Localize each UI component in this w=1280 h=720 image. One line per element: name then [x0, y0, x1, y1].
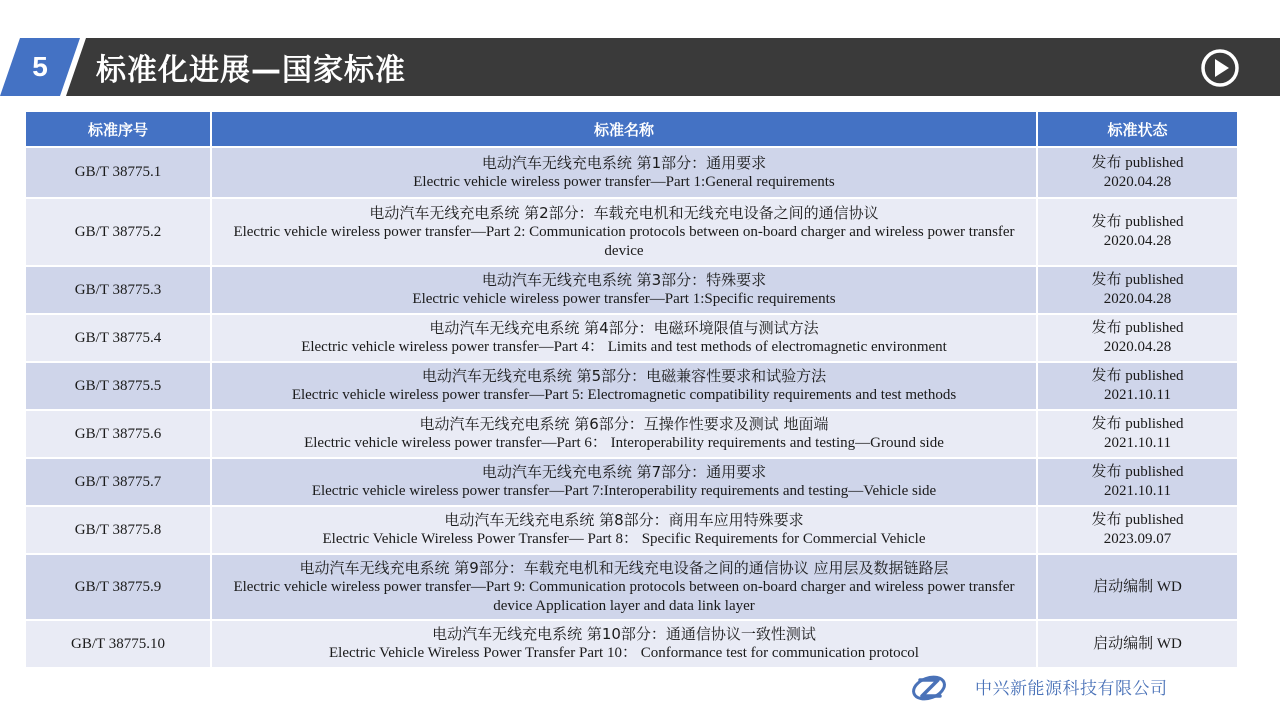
status-label: 发布 published [1091, 154, 1184, 171]
standard-status [1038, 621, 1237, 667]
standard-name-en: Electric vehicle wireless power transfer—Part 1:General requirements [413, 173, 835, 190]
standards-table-container [26, 110, 1241, 669]
status-date: 2020.04.28 [1103, 173, 1172, 190]
standard-name [212, 199, 1036, 265]
standard-name [212, 411, 1036, 457]
standard-name-en: Electric vehicle wireless power transfer—Part 5: Electromagnetic compatibility requirements and test methods [291, 387, 957, 403]
table-row [26, 199, 1237, 265]
status-date: 2021.10.11 [1104, 435, 1171, 451]
standard-status [1038, 507, 1237, 553]
standard-status [1038, 411, 1237, 457]
status-date: 2021.10.11 [1104, 387, 1171, 403]
standard-name-zh: 电动汽车无线充电系统 第10部分：通通信协议一致性测试 [432, 625, 816, 643]
standard-name [212, 363, 1036, 409]
standard-id: GB/T 38775.7 [26, 459, 210, 505]
standard-name [212, 621, 1036, 667]
status-date: 2021.10.11 [1104, 483, 1171, 499]
standard-status [1038, 267, 1237, 313]
status-date: 2020.04.28 [1103, 233, 1172, 249]
company-name: 中兴新能源科技有限公司 [975, 679, 1168, 699]
status-label: 启动编制 WD [1093, 635, 1182, 652]
table-row [26, 315, 1237, 361]
standard-name [212, 267, 1036, 313]
standard-name-zh: 电动汽车无线充电系统 第9部分：车载充电机和无线充电设备之间的通信协议 应用层及数据链路层 [299, 558, 949, 577]
standard-name-zh: 电动汽车无线充电系统 第3部分：特殊要求 [481, 271, 767, 289]
standard-id: GB/T 38775.4 [26, 315, 210, 361]
standard-name [212, 459, 1036, 505]
standard-name-zh: 电动汽车无线充电系统 第4部分：电磁环境限值与测试方法 [429, 319, 819, 337]
standard-status [1038, 363, 1237, 409]
status-label: 发布 published [1091, 416, 1184, 432]
standard-name-zh: 电动汽车无线充电系统 第5部分：电磁兼容性要求和试验方法 [421, 367, 827, 385]
standard-status [1038, 148, 1237, 197]
standard-status [1038, 459, 1237, 505]
standard-status [1038, 315, 1237, 361]
standard-name-en: Electric vehicle wireless power transfer—Part 9: Communication protocols between on-board charger and wireless power transfer device Application layer and data link layer [233, 578, 1015, 614]
status-date: 2020.04.28 [1103, 339, 1172, 355]
standard-name [212, 507, 1036, 553]
column-header-status: 标准状态 [1038, 112, 1237, 146]
standard-id: GB/T 38775.3 [26, 267, 210, 313]
standard-name-en: Electric Vehicle Wireless Power Transfer Part 10： Conformance test for communication protocol [329, 645, 919, 661]
column-header-name: 标准名称 [212, 112, 1036, 146]
table-row [26, 621, 1237, 667]
table-row [26, 148, 1237, 197]
standard-id: GB/T 38775.9 [26, 555, 210, 619]
status-label: 发布 published [1091, 320, 1184, 336]
standard-name [212, 315, 1036, 361]
standard-id: GB/T 38775.1 [26, 148, 210, 197]
status-label: 发布 published [1091, 272, 1184, 288]
table-row [26, 411, 1237, 457]
standard-id: GB/T 38775.10 [26, 621, 210, 667]
standard-status [1038, 555, 1237, 619]
table-row [26, 459, 1237, 505]
standard-name [212, 148, 1036, 197]
table-row [26, 507, 1237, 553]
standard-id: GB/T 38775.5 [26, 363, 210, 409]
standard-name-zh: 电动汽车无线充电系统 第6部分：互操作性要求及测试 地面端 [419, 415, 829, 433]
status-label: 发布 published [1091, 368, 1184, 384]
table-row [26, 363, 1237, 409]
standard-name [212, 555, 1036, 619]
standard-name-en: Electric vehicle wireless power transfer—Part 4： Limits and test methods of electromagnetic environment [301, 339, 947, 355]
standards-table [24, 110, 1239, 669]
status-label: 发布 published [1091, 214, 1184, 230]
standard-id: GB/T 38775.6 [26, 411, 210, 457]
standard-name-en: Electric vehicle wireless power transfer—Part 1:Specific requirements [412, 291, 836, 307]
standard-name-en: Electric vehicle wireless power transfer—Part 2: Communication protocols between on-board charger and wireless power transfer device [233, 223, 1015, 259]
standard-name-zh: 电动汽车无线充电系统 第7部分：通用要求 [481, 463, 767, 481]
status-label: 发布 published [1091, 512, 1184, 528]
column-header-id: 标准序号 [26, 112, 210, 146]
section-number: 5 [32, 51, 48, 82]
play-button[interactable] [1200, 48, 1240, 88]
standard-name-zh: 电动汽车无线充电系统 第8部分：商用车应用特殊要求 [444, 511, 804, 529]
table-header-row [26, 112, 1237, 146]
standard-name-zh: 电动汽车无线充电系统 第1部分：通用要求 [481, 153, 767, 172]
standard-id: GB/T 38775.2 [26, 199, 210, 265]
status-label: 启动编制 WD [1093, 578, 1182, 595]
status-date: 2020.04.28 [1103, 291, 1172, 307]
standard-name-en: Electric vehicle wireless power transfer—Part 6： Interoperability requirements and testing—Ground side [304, 435, 944, 451]
standard-name-en: Electric vehicle wireless power transfer—Part 7:Interoperability requirements and testing—Vehicle side [311, 483, 937, 499]
standard-name-en: Electric Vehicle Wireless Power Transfer— Part 8： Specific Requirements for Commercial Vehicle [322, 531, 926, 547]
play-icon [1200, 48, 1240, 88]
table-row [26, 555, 1237, 619]
table-row [26, 267, 1237, 313]
status-label: 发布 published [1091, 464, 1184, 480]
status-date: 2023.09.07 [1103, 531, 1172, 547]
standard-id: GB/T 38775.8 [26, 507, 210, 553]
standard-status [1038, 199, 1237, 265]
company-logo-icon [910, 668, 948, 706]
page-title: 标准化进展—国家标准 [96, 53, 406, 88]
standard-name-zh: 电动汽车无线充电系统 第2部分：车载充电机和无线充电设备之间的通信协议 [369, 203, 879, 222]
